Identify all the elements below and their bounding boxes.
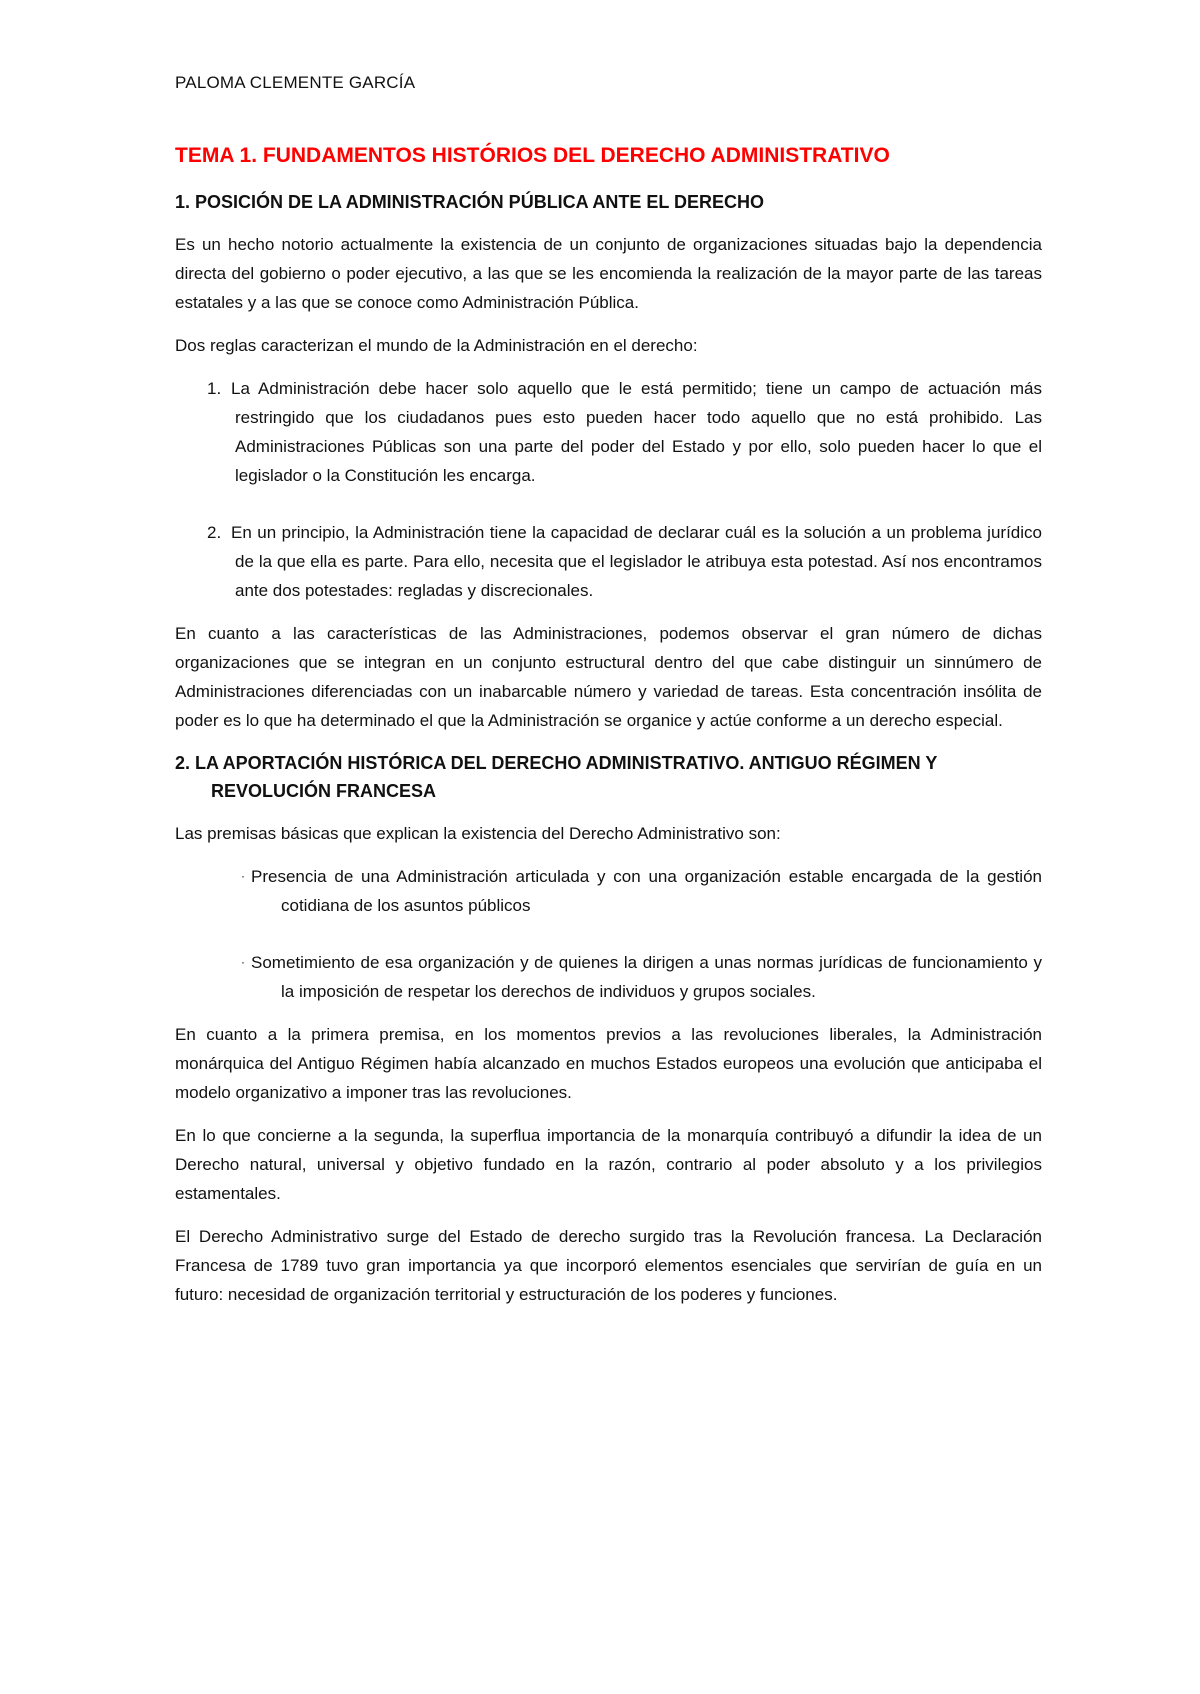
- section-1-paragraph-2: Dos reglas caracterizan el mundo de la Administración en el derecho:: [175, 336, 698, 355]
- section-1-heading: 1. POSICIÓN DE LA ADMINISTRACIÓN PÚBLICA ANTE EL DERECHO: [175, 192, 765, 212]
- author-name: PALOMA CLEMENTE GARCÍA: [175, 73, 416, 92]
- bullet-icon: ·: [241, 955, 245, 969]
- section-2-paragraph-1: Las premisas básicas que explican la existencia del Derecho Administrativo son:: [175, 824, 781, 843]
- rules-list: [175, 374, 1042, 605]
- section-1-paragraph-1: Es un hecho notorio actualmente la existencia de un conjunto de organizaciones situadas bajo la dependencia directa del gobierno o poder ejecutivo, a las que se les encomienda la realización de la mayor parte de las tareas estatales y a las que se conoce como Administración Pública.: [175, 235, 1042, 312]
- list-number: 1.: [207, 379, 222, 398]
- section-2-paragraph-2: En cuanto a la primera premisa, en los momentos previos a las revoluciones liberales, la Administración monárquica del Antiguo Régimen había alcanzado en muchos Estados europeos una evolución que anticipaba el modelo organizativo a imponer tras las revoluciones.: [175, 1025, 1042, 1102]
- list-item-text: Presencia de una Administración articulada y con una organización estable encargada de la gestión cotidiana de los asuntos públicos: [251, 867, 1042, 915]
- rules-list-item: [175, 518, 1042, 605]
- list-item-text: En un principio, la Administración tiene la capacidad de declarar cuál es la solución a un problema jurídico de la que ella es parte. Para ello, necesita que el legislador le atribuya esta potestad. Así nos encontramos ante dos potestades: regladas y discrecionales.: [231, 523, 1042, 600]
- document-title: TEMA 1. FUNDAMENTOS HISTÓRIOS DEL DERECHO ADMINISTRATIVO: [175, 144, 890, 167]
- premises-list: [175, 862, 1042, 1006]
- section-2-paragraph-3: En lo que concierne a la segunda, la superflua importancia de la monarquía contribuyó a difundir la idea de un Derecho natural, universal y objetivo fundado en la razón, contrario al poder absoluto y a los privilegios estamentales.: [175, 1126, 1042, 1203]
- list-item-text: Sometimiento de esa organización y de quienes la dirigen a unas normas jurídicas de funcionamiento y la imposición de respetar los derechos de individuos y grupos sociales.: [251, 953, 1042, 1001]
- section-2-heading: 2. LA APORTACIÓN HISTÓRICA DEL DERECHO ADMINISTRATIVO. ANTIGUO RÉGIMEN Y REVOLUCIÓN FRANCESA: [175, 753, 938, 801]
- list-number: 2.: [207, 523, 222, 542]
- section-2-paragraph-4: El Derecho Administrativo surge del Estado de derecho surgido tras la Revolución francesa. La Declaración Francesa de 1789 tuvo gran importancia ya que incorporó elementos esenciales que servirían de guía en un futuro: necesidad de organización territorial y estructuración de los poderes y funciones.: [175, 1227, 1042, 1304]
- premises-list-item: [175, 862, 1042, 920]
- rules-list-item: [175, 374, 1042, 490]
- list-item-text: La Administración debe hacer solo aquello que le está permitido; tiene un campo de actuación más restringido que los ciudadanos pues esto pueden hacer todo aquello que no está prohibido. Las Administraciones Públicas son una parte del poder del Estado y por ello, solo pueden hacer lo que el legislador o la Constitución les encarga.: [231, 379, 1042, 485]
- bullet-icon: ·: [241, 869, 245, 883]
- premises-list-item: [175, 948, 1042, 1006]
- section-1-paragraph-3: En cuanto a las características de las Administraciones, podemos observar el gran número de dichas organizaciones que se integran en un conjunto estructural dentro del que cabe distinguir un sinnúmero de Administraciones diferenciadas con un inabarcable número y variedad de tareas. Esta concentración insólita de poder es lo que ha determinado el que la Administración se organice y actúe conforme a un derecho especial.: [175, 624, 1042, 730]
